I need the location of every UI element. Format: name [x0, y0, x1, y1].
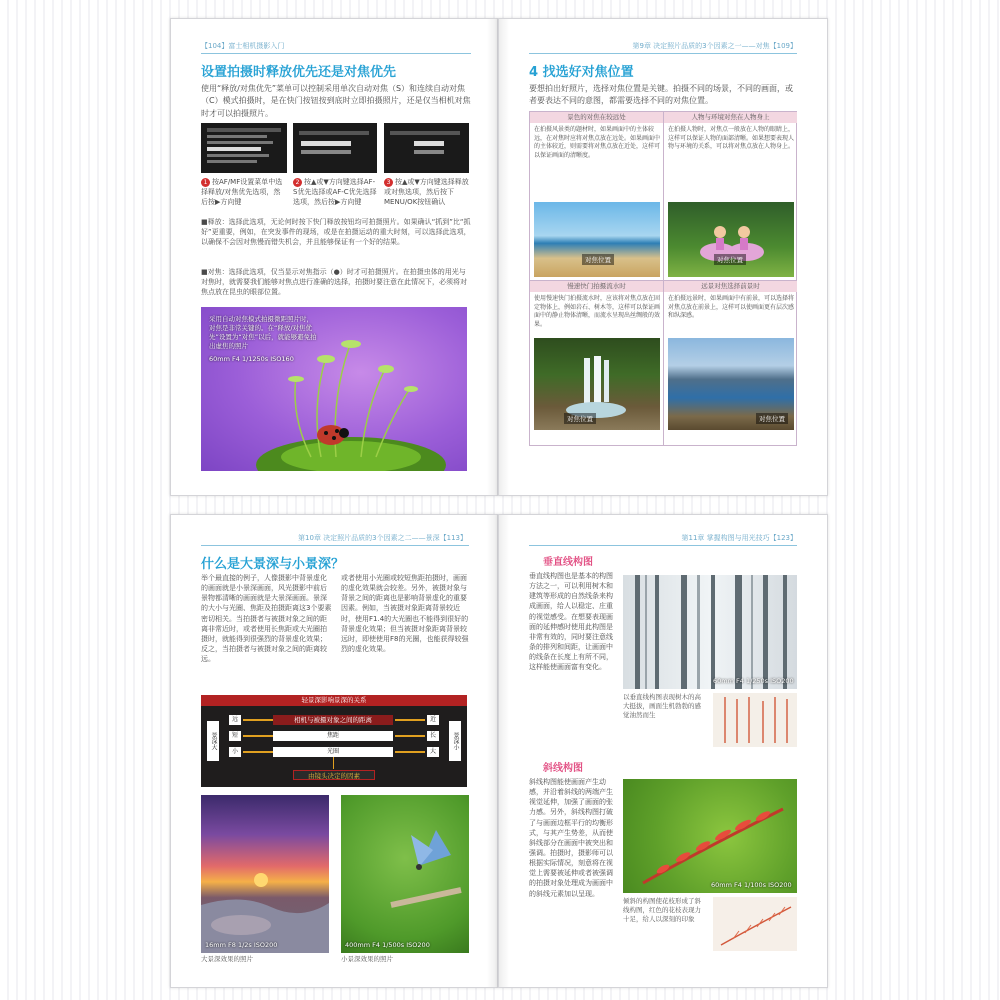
page-header: 【104】富士相机摄影入门 [201, 42, 285, 50]
diagram-row-right: 大 [427, 747, 439, 757]
diagram-row-center: 相机与被摄对象之间的距离 [273, 715, 393, 725]
butterfly-photo [341, 795, 469, 953]
column-1-text: 举个最直接的例子，人像摄影中背景虚化的画面就是小景深画面，风光摄影中前后景物都清晰的画面就是大景深画面。景深的大小与光圈、焦距及拍摄距离这3个要素密切相关。当拍摄者与被摄对象之间的距离非常近时，或者使用长焦距或大光圈拍摄时，就能得到很强烈的背景虚化效果；反之，当拍摄者与被摄对象之间的距离较远。 [201, 574, 332, 664]
focus-label: 对焦位置 [756, 413, 788, 424]
photo-exif: 16mm F8 1/2s ISO200 [205, 941, 278, 949]
photo-caption: 小景深效果的照片 [341, 955, 393, 963]
step-number-badge: 2 [293, 178, 302, 187]
screen-caption-text: 按▲或▼方向键选择释放或对焦选项，然后按下MENU/OK按钮确认 [384, 178, 469, 207]
intro-paragraph: 要想拍出好照片，选择对焦位置是关键。拍摄不同的场景，不同的画面，或者要表达不同的意图，都需要选择不同的对焦位置。 [529, 84, 793, 106]
screen-caption-text: 按AF/MF设置菜单中选择释放/对焦优先选项，然后按▶方向键 [201, 178, 283, 207]
page-header: 第9章 决定照片品质的3个因素之一——对焦【109】 [632, 42, 797, 50]
diagram-row-right: 近 [427, 715, 439, 725]
cell-head-4: 远景对焦选择前景时 [664, 281, 797, 292]
photo-caption: 采用自动对焦模式拍摄微距照片时，对焦是非常关键的。在“释放/对焦优先”设置为“对焦”以后，就能够避免拍出虚焦的照片 [209, 315, 317, 351]
lake-photo [668, 338, 794, 430]
sunset-photo [201, 795, 329, 953]
screen-caption-text: 按▲或▼方向键选择AF-S优先选择或AF-C优先选择选项，然后按▶方向键 [293, 178, 377, 207]
book-page-113 [170, 514, 498, 988]
photo-exif: 60mm F4 1/100s ISO200 [711, 881, 792, 889]
page-header: 第10章 决定照片品质的3个因素之二——景深【113】 [298, 534, 467, 542]
diagram-title: 轻景深影响景深的关系 [201, 695, 467, 706]
step-number-badge: 3 [384, 178, 393, 187]
dancers-photo [668, 202, 794, 277]
diagram-row-left: 短 [229, 731, 241, 741]
header-rule [201, 53, 471, 54]
header-rule [201, 545, 469, 546]
book-page-109 [498, 18, 828, 496]
cell-text-2: 在拍摄人物时，对焦点一般放在人物的眼睛上，这样可以保证人物的面部清晰。如果想要表现人物与环境的关系，可以将对焦点放在人物身上。 [668, 126, 795, 151]
diagram-row-right: 长 [427, 731, 439, 741]
depth-of-field-diagram [201, 695, 467, 787]
page-title: 4 找选好对焦位置 [529, 65, 634, 80]
menu-screenshot-3 [384, 123, 469, 173]
photo-exif: 400mm F4 1/500s ISO200 [345, 941, 430, 949]
diagram-row-left: 远 [229, 715, 241, 725]
screen-caption-2 [293, 177, 377, 207]
cell-text-1: 在拍摄风景类的题材时，如果画面中的主体较远，在对焦时应将对焦点放在远处。如果画面中的主体较近，则需要将对焦点放在近处，这样可以保证画面的清晰度。 [534, 126, 661, 160]
book-page-104 [170, 18, 498, 496]
menu-screenshot-2 [293, 123, 377, 173]
column-2-text: 或者使用小光圈或较短焦距拍摄时，画面的虚化效果就会较差。另外，被摄对象与背景之间的距离也是影响背景虚化的重要因素。例如，当被摄对象距离背景较近时，使用F1.4的大光圈也不能得到很好的背景虚化效果；但当被摄对象距离背景较远时，即使使用F8的光圈，也能获得较强烈的虚化效果。 [341, 574, 469, 653]
vertical-line-thumbnail [713, 693, 797, 747]
diagram-left-label: 景深大 [207, 721, 219, 761]
snowy-forest-photo [623, 575, 797, 689]
intro-paragraph: 使用“释放/对焦优先”菜单可以控制采用单次自动对焦（S）和连续自动对焦（C）模式拍摄时，是在快门按钮按到底时立即拍摄照片，还是仅当相机对焦时才可以拍摄照片。 [201, 84, 471, 118]
focus-label: 对焦位置 [564, 413, 596, 424]
focus-position-table [529, 111, 797, 446]
focus-label: 对焦位置 [582, 254, 614, 265]
photo-caption: 大景深效果的照片 [201, 955, 253, 963]
cell-head-1: 景色的对焦在较远处 [530, 112, 663, 123]
section-title-vertical: 垂直线构图 [543, 557, 593, 568]
diagram-row-center: 焦距 [273, 731, 393, 741]
vertical-text: 垂直线构图也是基本的构图方法之一，可以利用树木和建筑等形成的自然线条来构成画面，给人以稳定、庄重的视觉感受。在想要表现画面的延伸感时使用此构图是非常有效的，同时要注意线条的排列和间距，让画面中的线条在长度上有所不同，这样能使画面富有变化。 [529, 572, 613, 672]
header-rule [529, 545, 797, 546]
diagonal-line-thumbnail [713, 897, 797, 951]
cell-text-4: 在拍摄远景时，如果画面中有前景，可以选择将对焦点放在前景上，这样可以使画面更有层次感和纵深感。 [668, 295, 795, 320]
diagram-row-left: 小 [229, 747, 241, 757]
cell-head-3: 慢速快门拍摄流水时 [530, 281, 663, 292]
book-page-123 [498, 514, 828, 988]
photo-exif: 60mm F4 1/1250s ISO160 [209, 355, 294, 363]
screen-caption-3 [384, 177, 469, 207]
header-rule [529, 53, 797, 54]
diagram-row-center: 光圈 [273, 747, 393, 757]
photo-exif: 60mm F4 1/250s ISO200 [713, 677, 794, 685]
ladybug-photo [201, 307, 467, 471]
diagonal-text: 斜线构图能使画面产生动感，并沿着斜线的两端产生视觉延伸，加强了画面的张力感。另外，斜线构图打破了与画面边框平行的均衡形式，与其产生势差，从而使斜线部分在画面中被突出和强调。拍摄时，摄影师可以根据实际情况，刻意将在视觉上需要被延伸或者被强调的拍摄对象处理成为画面中的斜线元素加以呈现。 [529, 778, 613, 898]
beach-photo [534, 202, 660, 277]
red-flower-photo [623, 779, 797, 893]
diagram-right-label: 景深小 [449, 721, 461, 761]
bullet-focus: ■对焦：选择此选项，仅当显示对焦指示（●）时才可拍摄照片。在拍摄虫体的用光与对焦时，就需要我们能够对焦点进行准确的选择，拍摄时要注意在此情况下，必须将对焦点放在昆虫的眼部位置。 [201, 268, 467, 297]
page-title: 设置拍摄时释放优先还是对焦优先 [201, 65, 397, 80]
waterfall-photo [534, 338, 660, 430]
section-title-diagonal: 斜线构图 [543, 763, 583, 774]
menu-screenshot-1 [201, 123, 287, 173]
cell-head-2: 人物与环境对焦在人物身上 [664, 112, 797, 123]
bullet-release: ■释放：选择此选项，无论何时按下快门释放按钮均可拍摄照片。如果确认“抓到”比“抓好”更重要，例如，在突发事件的现场，或是在拍摄运动的重大时刻，可以选择此选项，以确保不会因对焦慢而错失机会，并且能够保证有一个好的结果。 [201, 218, 471, 247]
page-header: 第11章 掌握构图与用光技巧【123】 [681, 534, 797, 542]
vertical-caption: 以垂直线构图表现树木的高大挺拔，画面生机勃勃的感觉油然而生 [623, 693, 701, 720]
cell-text-3: 使用慢速快门拍摄流水时，应该将对焦点放在固定物体上，例如岩石、树木等，这样可以保证画面中的静止物体清晰，而流水呈现出丝绸般的效果。 [534, 295, 661, 329]
page-title: 什么是大景深与小景深？ [201, 557, 345, 572]
screen-caption-1 [201, 177, 287, 207]
step-number-badge: 1 [201, 178, 210, 187]
focus-label: 对焦位置 [714, 254, 746, 265]
diagonal-caption: 倾斜的构图使花枝形成了斜线构图，红色的花枝表现力十足，给人以深刻的印象 [623, 897, 701, 924]
diagram-bottom-label: 由镜头决定的因素 [293, 770, 375, 780]
